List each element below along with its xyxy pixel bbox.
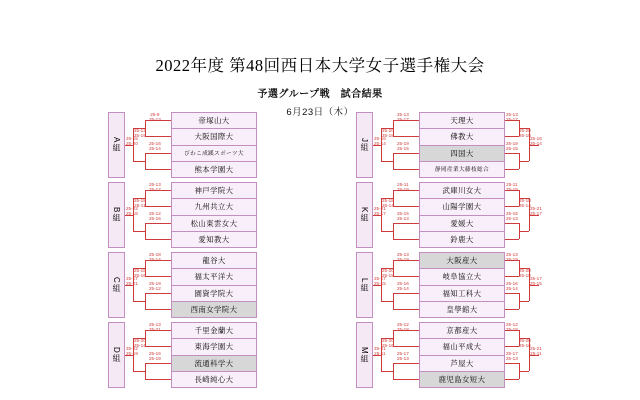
- match-score: 25-13 25-19: [506, 252, 518, 262]
- team-cell[interactable]: 福太平洋大: [171, 268, 257, 284]
- group-label: L組: [356, 252, 373, 318]
- group-bracket: [125, 322, 171, 388]
- bracket-line: [393, 136, 419, 137]
- bracket-line: [381, 161, 393, 162]
- bracket-line: [393, 293, 419, 294]
- match-score: 25-11 25-19: [397, 182, 409, 192]
- match-score: 25-16 25-14: [374, 136, 386, 146]
- team-cell[interactable]: 四国大: [419, 145, 505, 161]
- group-block: [356, 322, 640, 388]
- group-bracket: [125, 182, 171, 248]
- match-score: 25-19 25-15: [397, 141, 409, 151]
- bracket-line: [145, 239, 171, 240]
- match-score: 25-18 25-11: [134, 198, 146, 208]
- group-block: [108, 322, 320, 388]
- group-winner-bracket: [505, 112, 545, 178]
- team-cell[interactable]: 帝塚山大: [171, 112, 257, 128]
- team-cell[interactable]: 福知工科大: [419, 285, 505, 301]
- team-list: [419, 322, 505, 388]
- match-score: 25-19 25-15: [506, 141, 518, 151]
- group-block: [108, 112, 320, 178]
- left-groups-column: [0, 112, 320, 388]
- match-score: 25-15 25-13: [397, 211, 409, 221]
- match-score: 25-16 25-14: [530, 136, 542, 146]
- group-bracket: [125, 252, 171, 318]
- bracket-line: [145, 223, 171, 224]
- match-score: 25-18 25-14: [149, 252, 161, 262]
- team-cell[interactable]: 九州共立大: [171, 198, 257, 214]
- match-score: 25-17 25-15: [530, 276, 542, 286]
- bracket-line: [393, 309, 419, 310]
- bracket-line: [393, 206, 419, 207]
- match-score: 25-17 25-13: [397, 351, 409, 361]
- match-score: 25-12 25-18: [506, 322, 518, 332]
- match-score: 25-15 25-20: [126, 136, 138, 146]
- bracket-line: [393, 239, 419, 240]
- bracket-line: [145, 136, 171, 137]
- bracket-line: [505, 153, 519, 154]
- match-score: 25-21 25-11: [530, 346, 542, 356]
- team-cell[interactable]: 大阪国際大: [171, 128, 257, 144]
- team-list: [419, 182, 505, 248]
- match-score: 25-22 25-18: [126, 206, 138, 216]
- group-bracket: [373, 322, 419, 388]
- team-cell[interactable]: 福山平成大: [419, 338, 505, 354]
- match-score: 25-13 25-19: [134, 128, 146, 138]
- group-bracket: [373, 112, 419, 178]
- match-score: 25-20 25-18: [519, 268, 531, 278]
- bracket-line: [145, 206, 171, 207]
- group-winner-bracket: [505, 322, 545, 388]
- right-groups-column: [320, 112, 640, 388]
- group-block: [356, 252, 640, 318]
- team-cell[interactable]: 天理大: [419, 112, 505, 128]
- bracket-line: [145, 293, 171, 294]
- bracket-line: [393, 169, 419, 170]
- group-label: M組: [356, 322, 373, 388]
- group-block: [356, 112, 640, 178]
- team-list: [171, 252, 257, 318]
- match-score: 25-22 25-19: [126, 346, 138, 356]
- group-bracket: [373, 182, 419, 248]
- bracket-line: [133, 371, 145, 372]
- bracket-line: [505, 363, 519, 364]
- group-label: C組: [108, 252, 125, 318]
- group-block: [108, 182, 320, 248]
- group-winner-bracket: [505, 252, 545, 318]
- page-date: 6月23日（木）: [286, 107, 354, 118]
- bracket-line: [145, 363, 171, 364]
- match-score: 25-12 25-16: [149, 211, 161, 221]
- bracket-line: [505, 239, 519, 240]
- team-cell[interactable]: 静岡産業大藤枝総合: [419, 161, 505, 178]
- match-score: 25-17 25-15: [374, 276, 386, 286]
- bracket-line: [381, 301, 393, 302]
- team-cell[interactable]: 千里金蘭大: [171, 322, 257, 338]
- bracket-line: [505, 293, 519, 294]
- bracket-line: [145, 153, 171, 154]
- bracket-line: [505, 206, 519, 207]
- match-score: 25-13 25-19: [397, 252, 409, 262]
- bracket-line: [393, 153, 394, 169]
- team-list: [419, 252, 505, 318]
- match-score: 25-18 25-14: [519, 198, 531, 208]
- groups-grid: [0, 112, 640, 388]
- match-score: 25-15 25-13: [506, 211, 518, 221]
- bracket-line: [519, 301, 529, 302]
- bracket-line: [505, 346, 519, 347]
- bracket-line: [145, 346, 171, 347]
- team-cell[interactable]: 岐阜協立大: [419, 268, 505, 284]
- group-label: A組: [108, 112, 125, 178]
- match-score: 25-16 25-14: [506, 281, 518, 291]
- group-label: B組: [108, 182, 125, 248]
- team-cell[interactable]: 熊本学園大: [171, 161, 257, 178]
- bracket-line: [505, 309, 519, 310]
- bracket-line: [145, 363, 146, 379]
- bracket-line: [381, 371, 393, 372]
- team-cell[interactable]: 佛教大: [419, 128, 505, 144]
- bracket-line: [519, 231, 529, 232]
- team-list: [171, 182, 257, 248]
- bracket-line: [393, 379, 419, 380]
- team-cell[interactable]: 京都産大: [419, 322, 505, 338]
- match-score: 25-16 25-19: [149, 351, 161, 361]
- group-block: [356, 182, 640, 248]
- team-cell[interactable]: 西南女学院大: [171, 301, 257, 318]
- bracket-line: [393, 363, 419, 364]
- page-title: 2022年度 第48回西日本大学女子選手権大会: [155, 56, 485, 75]
- match-score: 25-18 25-16: [134, 268, 146, 278]
- team-cell[interactable]: 鹿児島女短大: [419, 371, 505, 388]
- bracket-line: [393, 293, 394, 309]
- team-cell[interactable]: 流通科学大: [171, 355, 257, 371]
- team-cell[interactable]: 愛媛大: [419, 215, 505, 231]
- match-score: 25-21 25-17: [530, 206, 542, 216]
- match-score: 25-20 25-18: [382, 268, 394, 278]
- bracket-line: [145, 309, 171, 310]
- match-score: 25-20 25-18: [382, 128, 394, 138]
- bracket-line: [393, 223, 419, 224]
- team-cell[interactable]: 園資学院大: [171, 285, 257, 301]
- group-block: [108, 252, 320, 318]
- bracket-line: [393, 346, 419, 347]
- match-score: 25-20 25-14: [134, 338, 146, 348]
- team-cell[interactable]: 神戸学院大: [171, 182, 257, 198]
- match-score: 25-13 25-17: [397, 112, 409, 122]
- bracket-line: [505, 223, 519, 224]
- bracket-line: [519, 161, 529, 162]
- team-cell[interactable]: 武庫川女大: [419, 182, 505, 198]
- match-score: 25-16 25-14: [149, 141, 161, 151]
- bracket-line: [145, 223, 146, 239]
- group-label: D組: [108, 322, 125, 388]
- team-list: [171, 322, 257, 388]
- team-cell[interactable]: 龍谷大: [171, 252, 257, 268]
- bracket-line: [133, 161, 145, 162]
- team-cell[interactable]: 大阪産大: [419, 252, 505, 268]
- team-list: [419, 112, 505, 178]
- match-score: 25-20 25-16: [519, 338, 531, 348]
- bracket-line: [145, 153, 146, 169]
- page-subtitle: 予選グループ戦 試合結果: [257, 89, 383, 100]
- team-cell[interactable]: 愛知教大: [171, 231, 257, 248]
- team-cell[interactable]: びわこ成蹊スポーツ大: [171, 145, 257, 161]
- match-score: 25-20 25-18: [519, 128, 531, 138]
- bracket-line: [393, 223, 394, 239]
- match-score: 25-17 25-13: [506, 351, 518, 361]
- bracket-line: [393, 153, 419, 154]
- group-label: J組: [356, 112, 373, 178]
- group-winner-bracket: [505, 182, 545, 248]
- team-list: [171, 112, 257, 178]
- bracket-line: [145, 276, 171, 277]
- match-score: 25-20 25-16: [382, 338, 394, 348]
- match-score: 25-17 25-21: [126, 276, 138, 286]
- match-score: 25-13 25-21: [149, 322, 161, 332]
- bracket-line: [381, 231, 393, 232]
- bracket-line: [393, 276, 419, 277]
- team-cell[interactable]: 山陽学園大: [419, 198, 505, 214]
- match-score: 25-13 25-17: [149, 182, 161, 192]
- team-cell[interactable]: 長崎純心大: [171, 371, 257, 388]
- match-score: 25-18 25-14: [382, 198, 394, 208]
- bracket-line: [393, 363, 394, 379]
- match-score: 25-13 25-17: [506, 112, 518, 122]
- match-score: 25-16 25-14: [397, 281, 409, 291]
- team-cell[interactable]: 皇學館大: [419, 301, 505, 318]
- match-score: 25-12 25-18: [397, 322, 409, 332]
- group-label: K組: [356, 182, 373, 248]
- bracket-line: [505, 136, 519, 137]
- team-cell[interactable]: 松山東雲女大: [171, 215, 257, 231]
- match-score: 25-21 25-11: [374, 346, 386, 356]
- bracket-line: [145, 169, 171, 170]
- match-score: 25-19 25-12: [149, 281, 161, 291]
- bracket-line: [133, 231, 145, 232]
- bracket-line: [519, 371, 529, 372]
- group-bracket: [125, 112, 171, 178]
- match-score: 25-11 25-19: [506, 182, 518, 192]
- match-score: 25-21 25-17: [374, 206, 386, 216]
- match-score: 25-9 25-13: [149, 112, 161, 122]
- title-block: [0, 0, 640, 118]
- bracket-line: [145, 293, 146, 309]
- bracket-line: [505, 276, 519, 277]
- team-cell[interactable]: 東海学園大: [171, 338, 257, 354]
- bracket-line: [505, 379, 519, 380]
- team-cell[interactable]: 芦屋大: [419, 355, 505, 371]
- group-bracket: [373, 252, 419, 318]
- team-cell[interactable]: 鈴鹿大: [419, 231, 505, 248]
- bracket-line: [505, 169, 519, 170]
- bracket-line: [145, 379, 171, 380]
- bracket-line: [133, 301, 145, 302]
